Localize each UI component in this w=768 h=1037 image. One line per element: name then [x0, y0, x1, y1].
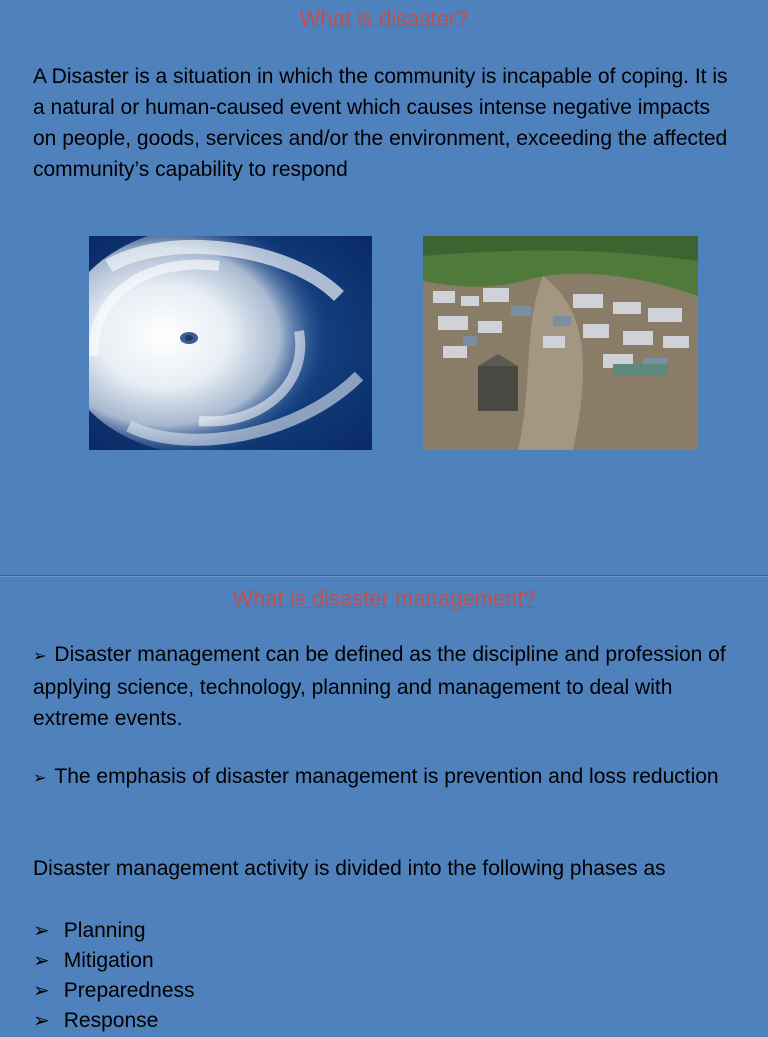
arrow-bullet-icon: ➢ — [33, 920, 50, 942]
phase-item: ➢ Response — [33, 1009, 159, 1032]
bullet-text: Disaster management can be defined as the discipline and profession of applying science, technology, planning and management to deal with extreme events. — [33, 643, 726, 730]
bullet-emphasis — [33, 761, 738, 794]
arrow-bullet-icon: ➢ — [33, 980, 50, 1002]
phase-item: ➢ Preparedness — [33, 979, 195, 1002]
phases-list — [33, 915, 738, 1035]
bullet-text: The emphasis of disaster management is prevention and loss reduction — [54, 765, 719, 788]
slide-title: What is disaster? — [299, 6, 469, 31]
arrow-bullet-icon: ➢ — [33, 1010, 50, 1032]
phases-intro: Disaster management activity is divided into the following phases as — [33, 857, 666, 880]
phase-item: ➢ Planning — [33, 919, 146, 942]
cyclone-satellite-photo — [89, 236, 372, 450]
arrow-bullet-icon: ➢ — [33, 648, 47, 665]
slide-title: What is disaster management? — [232, 586, 536, 611]
arrow-bullet-icon: ➢ — [33, 950, 50, 972]
phase-item: ➢ Mitigation — [33, 949, 154, 972]
bullet-definition — [33, 639, 738, 734]
arrow-bullet-icon: ➢ — [33, 770, 47, 787]
flood-damaged-town-photo — [423, 236, 698, 450]
slide-what-is-disaster-management — [0, 576, 768, 1032]
disaster-definition: A Disaster is a situation in which the community is incapable of coping. It is a natural or human-caused event which causes intense negative impacts on people, goods, services and/or the environment, exceeding the affected community’s capability to respond — [33, 65, 728, 181]
